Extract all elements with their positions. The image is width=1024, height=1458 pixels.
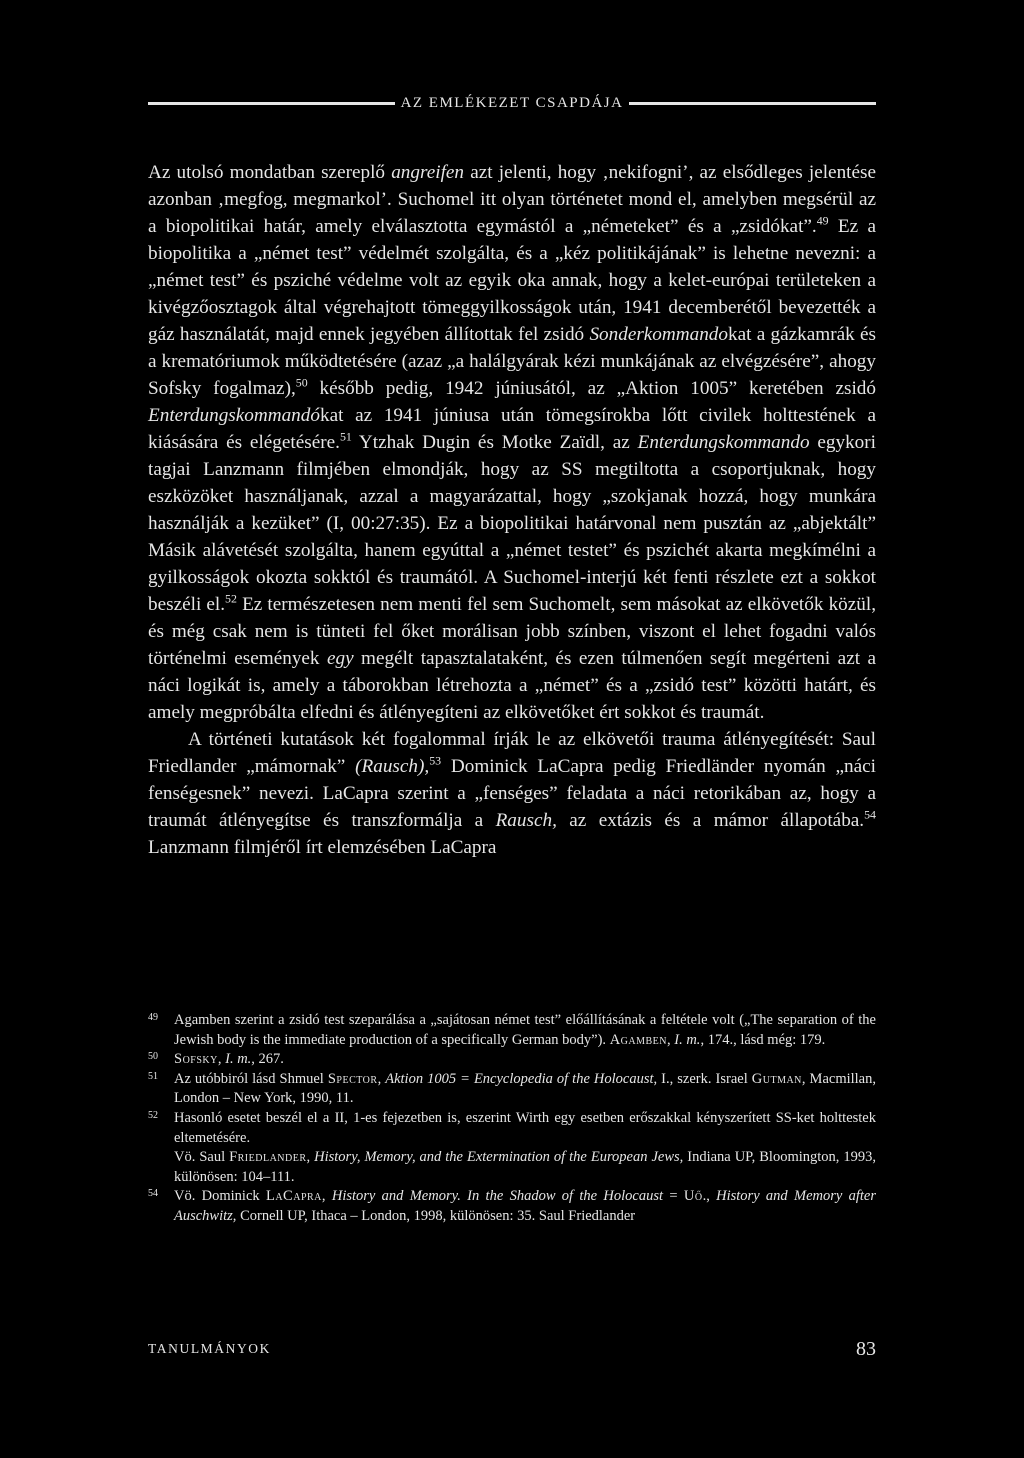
footnote-53 [148,1148,876,1187]
footnote-number: 52 [148,1109,158,1121]
footnote-number: 54 [148,1188,158,1200]
footnote-52 [148,1109,876,1148]
italic-term: egy [326,648,354,669]
italic-term: Rausch, [495,810,557,831]
footnote-ref-53[interactable]: 53 [429,753,442,768]
page-number: 83 [856,1337,876,1360]
footnote-text: Az utóbbiról lásd Shmuel Spector, Aktion 1005 = Encyclopedia of the Holocaust, I., szerk. Israel Gutman, Macmillan, London – New York, 1990, 11. [174,1070,876,1107]
footnote-ref-51[interactable]: 51 [339,429,352,444]
footnote-ref-49[interactable]: 49 [816,213,829,228]
footnote-ref-50[interactable]: 50 [295,375,308,390]
footnote-text: Sofsky, I. m., 267. [174,1051,284,1068]
footnote-ref-54[interactable]: 54 [864,807,876,822]
italic-term: Sonderkommando [589,324,728,345]
italic-term: Enterdungskommandó [148,405,320,426]
footnote-text: Vö. Dominick LaCapra, History and Memory. In the Shadow of the Holocaust = Uő., History and Memory after Auschwitz, Cornell UP, Ithaca – London, 1998, különösen: 35. Saul Friedlander [174,1188,877,1224]
footnote-49 [148,1011,876,1050]
footnote-number: 50 [148,1051,158,1063]
footnote-ref-52[interactable]: 52 [225,591,237,606]
header-rule-right [629,102,876,105]
italic-term: Enterdungskommando [637,432,810,453]
footnote-text: Hasonló esetet beszél el a II, 1-es fejezetben is, eszerint Wirth egy esetben erőszakkal kényszerített SS-ket holttestek eltemetésére. [174,1109,876,1146]
footnotes [148,1011,876,1227]
header-rule-left [148,102,395,105]
footnote-number: 51 [148,1070,158,1082]
running-header [148,90,876,116]
italic-term: angreifen [391,162,465,183]
page-footer [148,1336,876,1362]
italic-term: (Rausch), [355,756,430,777]
footnote-text: Agamben szerint a zsidó test szeparálása a „sajátosan német test” előállításának a feltétele volt („The separation of the Jewish body is the immediate production of a specifically German body”). Agamben, I. m., 174., lásd még: 179. [174,1012,876,1048]
running-title: AZ EMLÉKEZET CSAPDÁJA [400,94,624,111]
section-label: TANULMÁNYOK [148,1341,272,1356]
footnote-51 [148,1070,876,1109]
footnote-54 [148,1187,876,1226]
paragraph-1: Az utolsó mondatban szereplő angreifen azt jelenti, hogy ‚nekifogni’, az elsődleges jelentése azonban ‚megfog, megmarkol’. Suchomel itt olyan történetet mond el, amelyben megsérül az a biopolitikai határ, amely elválasztotta egymástól a „németeket” és a „zsidókat”.$^{49}$ Ez a biopolitika a „német test” védelmét szolgálta, és a „kéz politikájának” is lehetne nevezni: a „német test” és psziché védelme volt az egyik oka annak, hogy a kelet-európai területeken a kivégzőosztagok által végrehajtott tömeggyilkosságok után, 1941 decemberétől bevezették a gáz használatát, majd ennek jegyében állítottak fel zsidó Sonderkommandokat a gázkamrák és a krematóriumok működtetésére (azaz „a halálgyárak kézi munkájának az elvégzésére”, ahogy Sofsky fogalmaz),$^{50}$ később pedig, 1942 júniusától, az „Aktion 1005” keretében zsidó Enterdungskommandókat az 1941 júniusa után tömegsírokba lőtt civilek holttestének a kiásására és elégetésére.$^{51}$ Ytzhak Dugin és Motke Zaïdl, az Enterdungskommando egykori tagjai Lanzmann filmjében elmondják, hogy az SS megtiltotta a csoportjuknak, hogy eszközöket használjanak, azzal a magyarázattal, hogy „szokjanak hozzá, hogy munkára használják a kezüket” (I, 00:27:35). Ez a biopolitikai határvonal nem pusztán az „abjektált” Másik alávetését szolgálta, hanem egyúttal a „német testet” és pszichét akarta megkímélni a gyilkosságok okozta sokktól és traumától. A Suchomel-interjú két fenti részlete ezt a sokkot beszéli el.$^{52}$ Ez természetesen nem menti fel sem Suchomelt, sem másokat az elkövetők közül, és még csak nem is tünteti fel őket morálisan jobb színben, viszont el lehet fogadni valós történelmi események egy megélt tapasztalataként, és ezen túlmenően segít megérteni azt a náci logikát is, amely a táborokban létrehozta a „német” és a „zsidó test” közötti határt, és amely megpróbálta elfedni és átlényegíteni az elkövetőket ért sokkot és traumát. [148,162,877,723]
footnote-text: Vö. Saul Friedlander, History, Memory, and the Extermination of the European Jews, Indiana UP, Bloomington, 1993, különösen: 104–111. [174,1149,876,1185]
footnote-50 [148,1050,876,1070]
footnote-number: 49 [148,1012,158,1023]
body-text [148,159,876,861]
paragraph-2: A történeti kutatások két fogalommal írják le az elkövetői trauma átlényegítését: Saul Friedlander „mámornak” (Rausch),$^{53}$ Dominick LaCapra pedig Friedländer nyomán „náci fenségesnek” nevezi. LaCapra szerint a „fenséges” feladata a náci retorikában az, hogy a traumát átlényegítse és transzformálja a Rausch, az extázis és a mámor állapotába.$^{54}$ Lanzmann filmjéről írt elemzésében LaCapra [148,729,876,858]
